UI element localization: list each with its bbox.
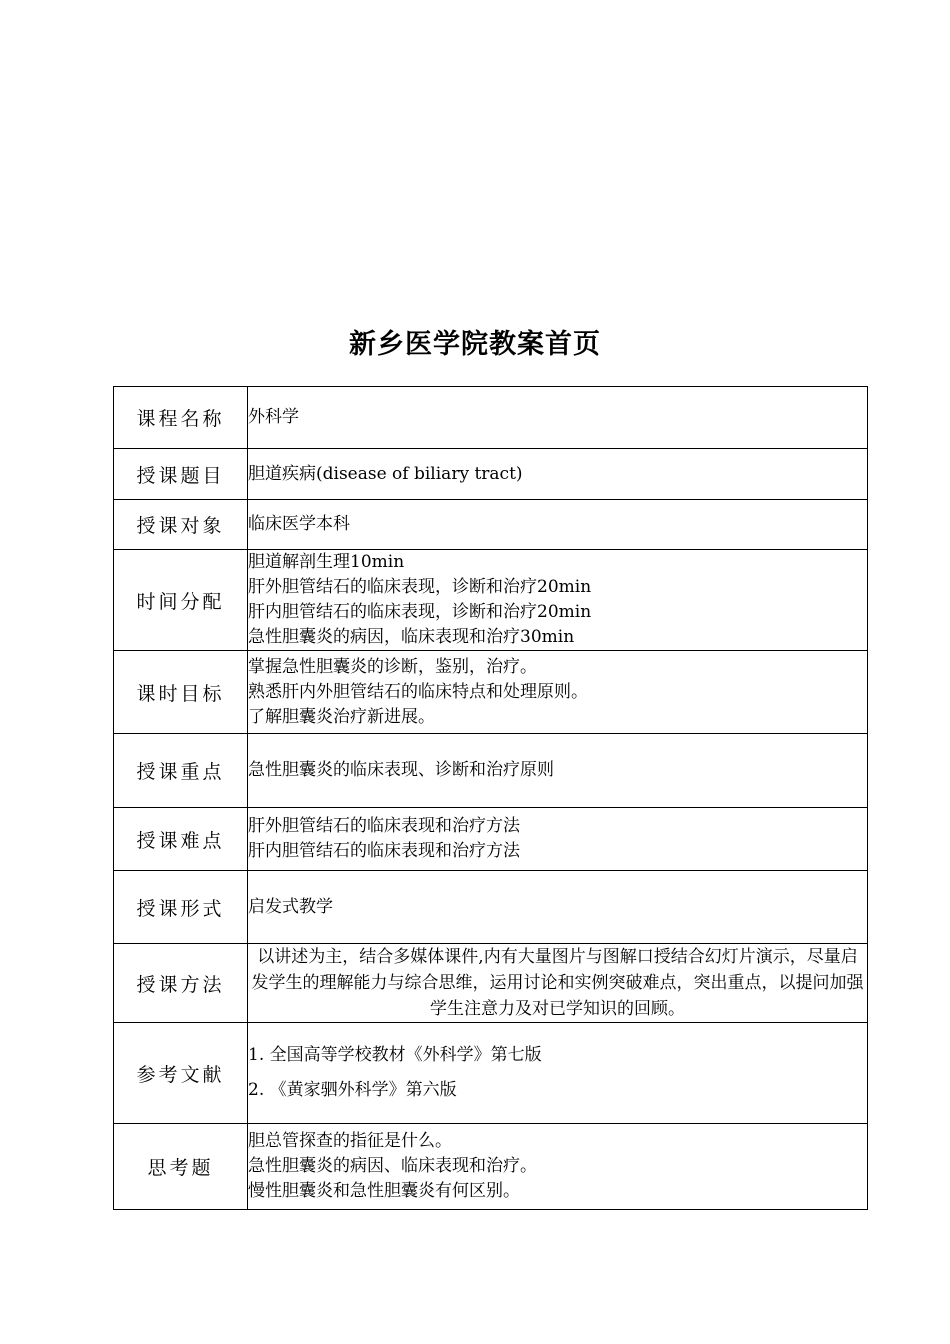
row-content — [248, 871, 868, 944]
row-content — [248, 449, 868, 500]
difficulty-line: 肝内胆管结石的临床表现和治疗方法 — [248, 841, 520, 861]
question-line: 慢性胆囊炎和急性胆囊炎有何区别。 — [248, 1181, 520, 1201]
reference-item: 1. 全国高等学校教材《外科学》第七版 — [248, 1045, 542, 1065]
audience-value: 临床医学本科 — [248, 514, 350, 534]
row-label: 思考题 — [114, 1124, 248, 1210]
difficulty-line: 肝外胆管结石的临床表现和治疗方法 — [248, 816, 520, 836]
objective-line: 掌握急性胆囊炎的诊断，鉴别，治疗。 — [248, 656, 537, 677]
row-content — [248, 500, 868, 550]
row-content — [248, 387, 868, 449]
row-label: 授课方法 — [114, 944, 248, 1023]
row-time-allocation — [114, 550, 868, 651]
row-label: 参考文献 — [114, 1023, 248, 1124]
page-title: 新乡医学院教案首页 — [349, 329, 601, 360]
row-label: 授课对象 — [114, 500, 248, 550]
row-objectives — [114, 651, 868, 734]
row-content — [248, 1023, 868, 1124]
time-line: 急性胆囊炎的病因，临床表现和治疗30min — [248, 627, 575, 647]
row-content — [248, 944, 868, 1023]
lesson-plan-table — [113, 386, 868, 1210]
row-questions — [114, 1124, 868, 1210]
method-text: 以讲述为主，结合多媒体课件,内有大量图片与图解口授结合幻灯片演示，尽量启发学生的理解能力与综合思维，运用讨论和实例突破难点，突出重点，以提问加强学生注意力及对已学知识的回顾。 — [251, 947, 864, 1019]
row-label: 课程名称 — [114, 387, 248, 449]
time-line: 胆道解剖生理10min — [248, 552, 405, 572]
row-content — [248, 734, 868, 808]
row-key-points — [114, 734, 868, 808]
topic-value: 胆道疾病(disease of biliary tract) — [248, 463, 523, 484]
reference-item: 2. 《黄家驷外科学》第六版 — [248, 1080, 457, 1100]
row-label: 授课难点 — [114, 808, 248, 871]
row-method — [114, 944, 868, 1023]
row-difficulties — [114, 808, 868, 871]
row-content — [248, 808, 868, 871]
form-value: 启发式教学 — [248, 896, 333, 917]
time-line: 肝外胆管结石的临床表现，诊断和治疗20min — [248, 577, 592, 597]
row-content — [248, 1124, 868, 1210]
row-label: 课时目标 — [114, 651, 248, 734]
row-topic — [114, 449, 868, 500]
objective-line: 熟悉肝内外胆管结石的临床特点和处理原则。 — [248, 681, 588, 702]
row-form — [114, 871, 868, 944]
objective-line: 了解胆囊炎治疗新进展。 — [248, 706, 435, 727]
row-audience — [114, 500, 868, 550]
row-content — [248, 651, 868, 734]
question-line: 急性胆囊炎的病因、临床表现和治疗。 — [248, 1156, 537, 1176]
row-label: 授课重点 — [114, 734, 248, 808]
row-label: 时间分配 — [114, 550, 248, 651]
row-content — [248, 550, 868, 651]
row-course-name — [114, 387, 868, 449]
row-label: 授课形式 — [114, 871, 248, 944]
key-point-line: 急性胆囊炎的临床表现、诊断和治疗原则 — [248, 760, 554, 780]
time-line: 肝内胆管结石的临床表现，诊断和治疗20min — [248, 602, 592, 622]
course-name-value: 外科学 — [248, 407, 299, 427]
question-line: 胆总管探查的指征是什么。 — [248, 1131, 452, 1151]
row-references — [114, 1023, 868, 1124]
row-label: 授课题目 — [114, 449, 248, 500]
